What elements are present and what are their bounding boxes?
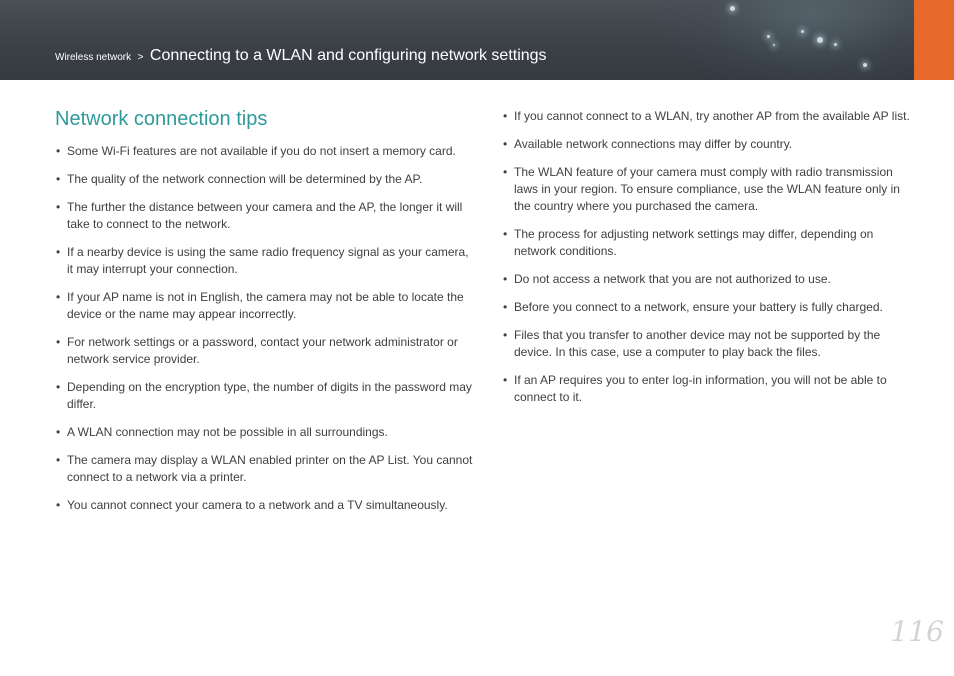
tip-list-item xyxy=(56,289,476,323)
tip-list-item xyxy=(56,497,476,514)
sparkle-decoration xyxy=(801,30,804,33)
bullet-glyph: • xyxy=(56,498,61,512)
tip-text: If a nearby device is using the same radio frequency signal as your camera, it may interrupt your connection. xyxy=(67,245,469,276)
tip-text: Some Wi-Fi features are not available if you do not insert a memory card. xyxy=(67,144,456,158)
bullet-glyph: • xyxy=(56,290,61,304)
sparkle-decoration xyxy=(817,37,823,43)
bullet-glyph: • xyxy=(503,373,508,387)
breadcrumb-section: Wireless network xyxy=(55,52,132,63)
tip-list-item xyxy=(503,108,913,125)
bullet-glyph: • xyxy=(503,272,508,286)
section-title: Network connection tips xyxy=(55,108,268,130)
sparkle-decoration xyxy=(863,63,867,67)
tip-list-item xyxy=(56,334,476,368)
bullet-glyph: • xyxy=(56,245,61,259)
tip-list-item xyxy=(503,164,913,215)
bullet-glyph: • xyxy=(503,300,508,314)
bullet-glyph: • xyxy=(503,328,508,342)
tip-text: The WLAN feature of your camera must comply with radio transmission laws in your region. To ensure compliance, use the WLAN feature only in the country where you purchased the camera. xyxy=(514,165,900,213)
header-glow-decoration xyxy=(654,0,914,80)
tip-text: A WLAN connection may not be possible in all surroundings. xyxy=(67,425,388,439)
sparkle-decoration xyxy=(767,35,770,38)
bullet-glyph: • xyxy=(56,335,61,349)
tip-list-item xyxy=(56,424,476,441)
sparkle-decoration xyxy=(730,6,735,11)
tip-list-item xyxy=(503,136,913,153)
tips-list-right xyxy=(503,108,913,417)
tip-text: Files that you transfer to another device may not be supported by the device. In this case, use a computer to play back the files. xyxy=(514,328,881,359)
tip-list-item xyxy=(503,271,913,288)
tip-text: Available network connections may differ by country. xyxy=(514,137,793,151)
chapter-tab-marker xyxy=(914,0,954,80)
tip-list-item xyxy=(56,452,476,486)
bullet-glyph: • xyxy=(56,144,61,158)
tip-text: If an AP requires you to enter log-in information, you will not be able to connect to it. xyxy=(514,373,887,404)
tip-list-item xyxy=(503,299,913,316)
tip-text: Depending on the encryption type, the number of digits in the password may differ. xyxy=(67,380,472,411)
tip-list-item xyxy=(56,143,476,160)
bullet-glyph: • xyxy=(56,425,61,439)
bullet-glyph: • xyxy=(56,172,61,186)
sparkle-decoration xyxy=(834,43,837,46)
tip-list-item xyxy=(56,171,476,188)
tip-text: Do not access a network that you are not authorized to use. xyxy=(514,272,831,286)
breadcrumb-title: Connecting to a WLAN and configuring network settings xyxy=(149,47,547,64)
breadcrumb xyxy=(55,47,547,65)
sparkle-decoration xyxy=(773,44,775,46)
bullet-glyph: • xyxy=(56,453,61,467)
tip-list-item xyxy=(503,327,913,361)
tip-text: If you cannot connect to a WLAN, try another AP from the available AP list. xyxy=(514,109,910,123)
tip-text: The quality of the network connection will be determined by the AP. xyxy=(67,172,423,186)
bullet-glyph: • xyxy=(503,109,508,123)
bullet-glyph: • xyxy=(56,380,61,394)
page-number: 116 xyxy=(890,615,944,648)
bullet-glyph: • xyxy=(56,200,61,214)
tip-text: The process for adjusting network settings may differ, depending on network conditions. xyxy=(514,227,874,258)
tip-text: The further the distance between your camera and the AP, the longer it will take to connect to the network. xyxy=(67,200,463,231)
tip-list-item xyxy=(503,226,913,260)
tip-text: You cannot connect your camera to a network and a TV simultaneously. xyxy=(67,498,448,512)
tip-list-item xyxy=(56,199,476,233)
tip-text: Before you connect to a network, ensure your battery is fully charged. xyxy=(514,300,883,314)
tip-text: The camera may display a WLAN enabled printer on the AP List. You cannot connect to a network via a printer. xyxy=(67,453,473,484)
bullet-glyph: • xyxy=(503,165,508,179)
bullet-glyph: • xyxy=(503,137,508,151)
breadcrumb-separator: > xyxy=(137,52,144,63)
tips-list-left xyxy=(56,143,476,525)
tip-list-item xyxy=(56,244,476,278)
page-header xyxy=(0,0,954,80)
tip-list-item xyxy=(56,379,476,413)
tip-list-item xyxy=(503,372,913,406)
bullet-glyph: • xyxy=(503,227,508,241)
tip-text: If your AP name is not in English, the camera may not be able to locate the device or the name may appear incorrectly. xyxy=(67,290,464,321)
tip-text: For network settings or a password, contact your network administrator or network service provider. xyxy=(67,335,458,366)
